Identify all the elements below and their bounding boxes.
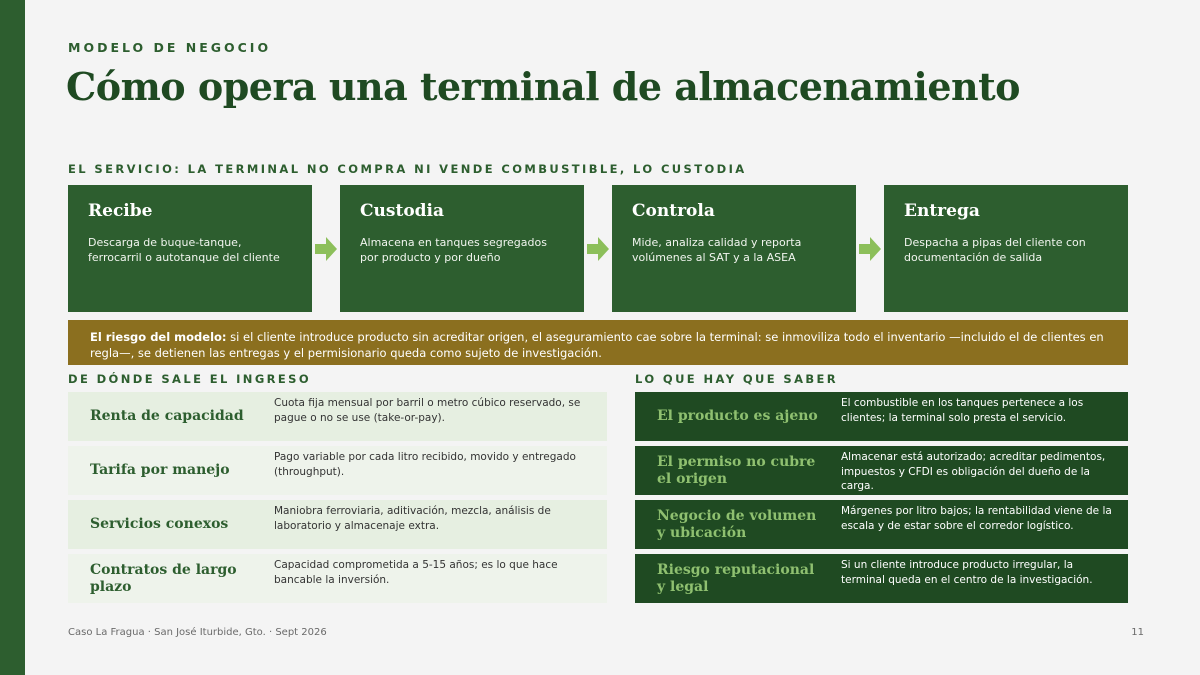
service-section-label: EL SERVICIO: LA TERMINAL NO COMPRA NI VENDE COMBUSTIBLE, LO CUSTODIA — [68, 162, 747, 176]
step-description: Despacha a pipas del cliente con documentación de salida — [904, 236, 1086, 264]
revenue-row — [68, 392, 607, 441]
step-card-controla — [612, 185, 856, 312]
know-name: El producto es ajeno — [657, 408, 818, 424]
revenue-desc: Capacidad comprometida a 5-15 años; es lo que hace bancable la inversión. — [274, 559, 558, 586]
know-desc: Almacenar está autorizado; acreditar pedimentos, impuestos y CFDI es obligación del dueño de la carga. — [841, 451, 1106, 492]
know-name: Riesgo reputacional y legal — [657, 561, 815, 595]
step-description: Almacena en tanques segregados por producto y por dueño — [360, 236, 547, 264]
risk-text: si el cliente introduce producto sin acreditar origen, el aseguramiento cae sobre la terminal: se inmoviliza todo el inventario —incluido el de clientes en regla—, se detienen las entregas y el permisionario queda como sujeto de investigación. — [90, 330, 1104, 360]
revenue-name: Contratos de largo plazo — [90, 561, 237, 595]
revenue-name: Tarifa por manejo — [90, 462, 230, 478]
arrow-right-icon — [859, 237, 881, 261]
revenue-row — [68, 554, 607, 603]
arrow-right-icon — [587, 237, 609, 261]
revenue-section-label: DE DÓNDE SALE EL INGRESO — [68, 372, 312, 386]
know-desc: Márgenes por litro bajos; la rentabilidad viene de la escala y de estar sobre el corredor logístico. — [841, 505, 1112, 532]
revenue-name: Servicios conexos — [90, 516, 229, 532]
revenue-row — [68, 500, 607, 549]
page-number: 11 — [1131, 627, 1144, 638]
know-row — [635, 392, 1128, 441]
risk-callout — [68, 320, 1128, 365]
section-eyebrow: MODELO DE NEGOCIO — [68, 40, 272, 55]
step-title: Controla — [632, 201, 715, 221]
risk-lead: El riesgo del modelo: — [90, 330, 227, 344]
know-row — [635, 500, 1128, 549]
know-desc: El combustible en los tanques pertenece a los clientes; la terminal solo presta el servicio. — [841, 397, 1084, 424]
know-name: El permiso no cubre el origen — [657, 453, 816, 487]
revenue-desc: Cuota fija mensual por barril o metro cúbico reservado, se pague o no se use (take-or-pay). — [274, 397, 581, 424]
step-description: Descarga de buque-tanque, ferrocarril o autotanque del cliente — [88, 236, 280, 264]
know-desc: Si un cliente introduce producto irregular, la terminal queda en el centro de la investigación. — [841, 559, 1093, 586]
know-row — [635, 554, 1128, 603]
revenue-name: Renta de capacidad — [90, 408, 244, 424]
revenue-desc: Pago variable por cada litro recibido, movido y entregado (throughput). — [274, 451, 576, 478]
page-title: Cómo opera una terminal de almacenamiento — [66, 64, 1021, 109]
know-row — [635, 446, 1128, 495]
side-accent-bar — [0, 0, 25, 675]
step-title: Entrega — [904, 201, 980, 221]
step-card-custodia — [340, 185, 584, 312]
step-card-entrega — [884, 185, 1128, 312]
know-name: Negocio de volumen y ubicación — [657, 507, 817, 541]
revenue-row — [68, 446, 607, 495]
revenue-desc: Maniobra ferroviaria, aditivación, mezcla, análisis de laboratorio y almacenaje extra. — [274, 505, 551, 532]
know-section-label: LO QUE HAY QUE SABER — [635, 372, 839, 386]
step-title: Custodia — [360, 201, 445, 221]
footer-source: Caso La Fragua · San José Iturbide, Gto. · Sept 2026 — [68, 627, 327, 638]
step-card-recibe — [68, 185, 312, 312]
step-title: Recibe — [88, 201, 153, 221]
arrow-right-icon — [315, 237, 337, 261]
step-description: Mide, analiza calidad y reporta volúmenes al SAT y a la ASEA — [632, 236, 802, 264]
